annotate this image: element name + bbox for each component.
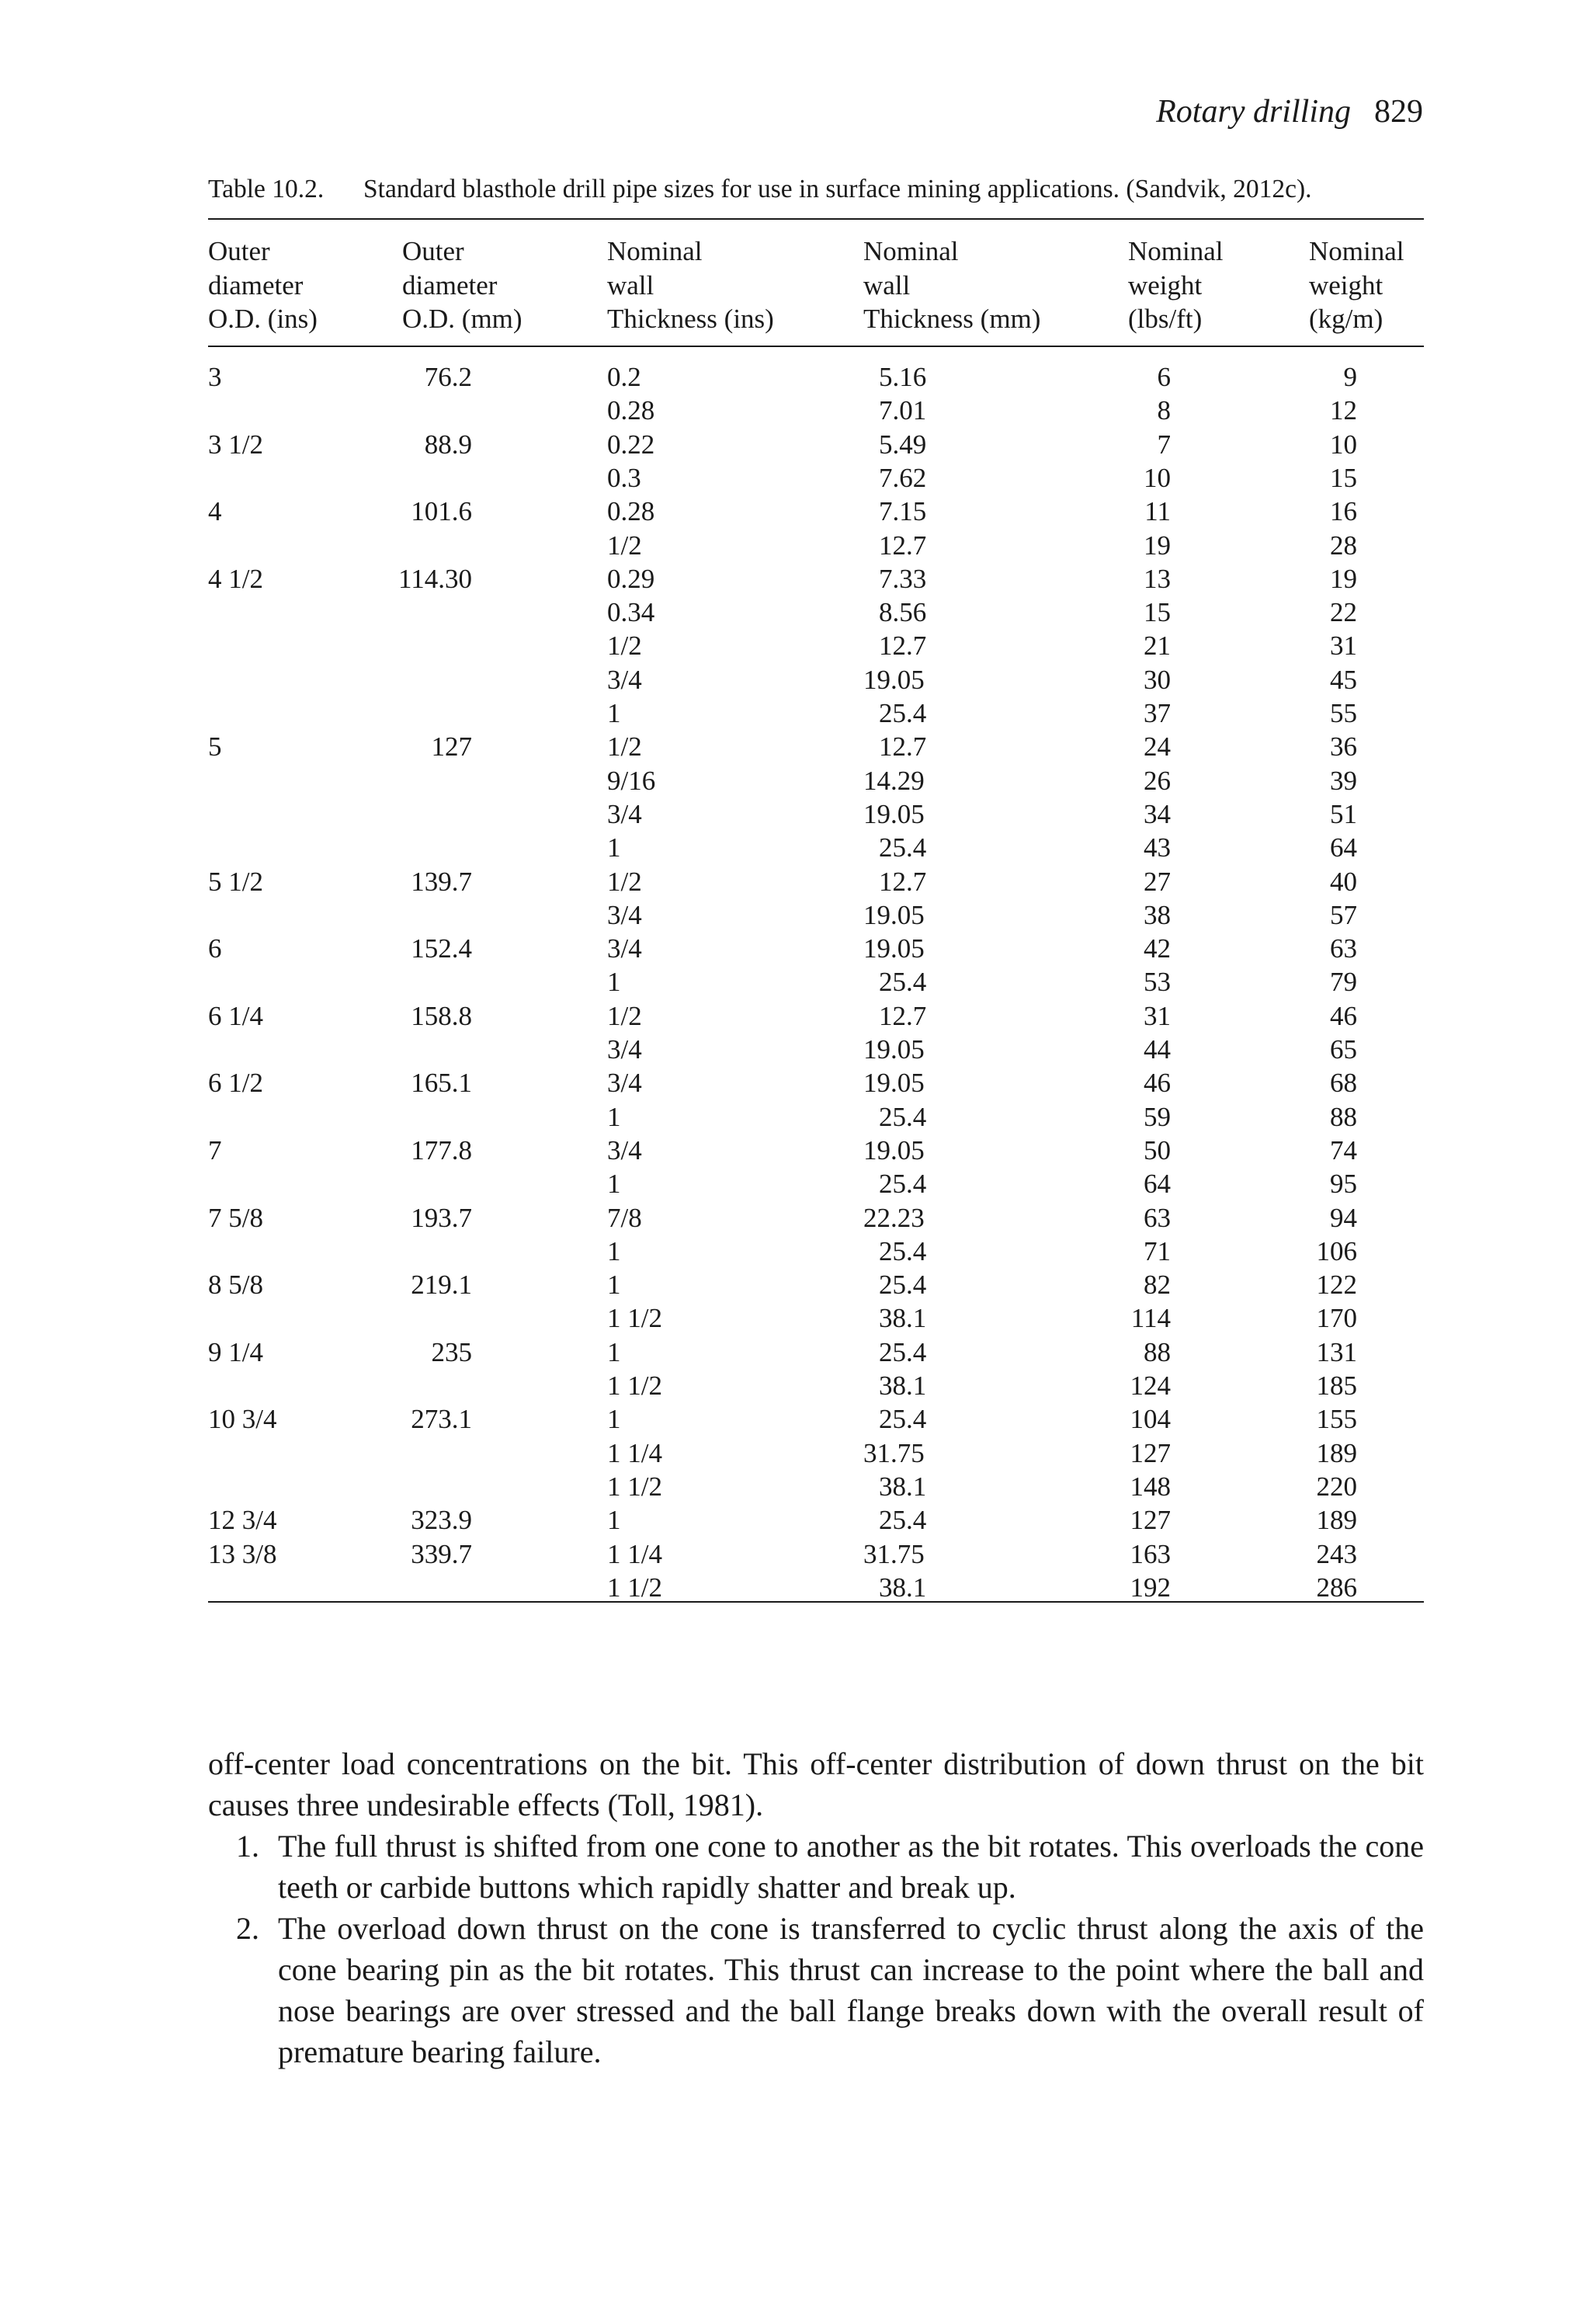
table-cell: 1 1/2 — [607, 1370, 662, 1401]
table-cell: 1 — [607, 832, 621, 863]
table-cell: 22 — [1330, 597, 1357, 628]
table-cell: 1/2 — [607, 866, 642, 897]
table-cell: 3 — [208, 362, 222, 392]
table-cell: 31.75 — [863, 1437, 925, 1468]
table-cell: 25.4 — [879, 1505, 927, 1536]
table-cell: 34 — [1144, 798, 1171, 829]
table-cell: 25.4 — [879, 698, 927, 728]
table-cell: 88.9 — [424, 429, 472, 460]
column-header — [402, 234, 522, 336]
table-cell: 44 — [1144, 1034, 1171, 1065]
table-cell: 51 — [1330, 798, 1357, 829]
table-cell: 0.34 — [607, 597, 655, 628]
table-cell: 1 — [607, 967, 621, 998]
table-cell: 25.4 — [879, 1169, 927, 1200]
table-cell: 95 — [1330, 1169, 1357, 1200]
table-cell: 3/4 — [607, 664, 642, 695]
table-cell: 31 — [1330, 631, 1357, 662]
table-cell: 57 — [1330, 899, 1357, 930]
table-cell: 10 — [1144, 462, 1171, 493]
table-cell: 4 — [208, 496, 222, 527]
table-cell: 25.4 — [879, 967, 927, 998]
table-cell: 7 5/8 — [208, 1202, 263, 1233]
table-cell: 8 5/8 — [208, 1270, 263, 1301]
body-paragraph: off-center load concentrations on the bit. This off-center distribution of down thrust on the bit causes three undesirable effects (Toll, 1981). — [208, 1746, 1424, 1822]
table-cell: 12 — [1330, 395, 1357, 426]
table-caption-text: Standard blasthole drill pipe sizes for use in surface mining applications. (Sandvik, 2012c). — [363, 175, 1312, 203]
table-cell: 42 — [1144, 933, 1171, 964]
table-cell: 31.75 — [863, 1538, 925, 1569]
table-cell: 13 3/8 — [208, 1538, 277, 1569]
table-cell: 1 — [607, 1404, 621, 1435]
table-cell: 1 — [607, 1505, 621, 1536]
table-cell: 5.16 — [879, 362, 927, 392]
table-cell: 40 — [1330, 866, 1357, 897]
column-header — [607, 234, 774, 336]
column-header-line: (lbs/ft) — [1128, 304, 1203, 334]
page-number: 829 — [1374, 94, 1423, 130]
table-cell: 339.7 — [411, 1538, 472, 1569]
table-cell: 19 — [1330, 563, 1357, 594]
table-cell: 192 — [1130, 1572, 1171, 1603]
table-cell: 68 — [1330, 1068, 1357, 1099]
list-number: 2. — [236, 1911, 259, 1946]
table-cell: 71 — [1144, 1235, 1171, 1266]
table-cell: 45 — [1330, 664, 1357, 695]
table-cell: 88 — [1330, 1101, 1357, 1132]
list-text: The overload down thrust on the cone is transferred to cyclic thrust along the axis of the cone bearing pin as the bit rotates. This thrust can increase to the point where the ball and nose bearings are over stressed and the ball flange breaks down with the overall result of premature bearing failure. — [278, 1911, 1424, 2069]
table-cell: 8.56 — [879, 597, 927, 628]
table-cell: 1 — [607, 698, 621, 728]
table-cell: 7 — [208, 1134, 222, 1165]
column-header-line: Nominal — [607, 236, 703, 266]
table-cell: 64 — [1330, 832, 1357, 863]
table-cell: 65 — [1330, 1034, 1357, 1065]
table-cell: 243 — [1316, 1538, 1357, 1569]
table-cell: 0.29 — [607, 563, 655, 594]
table-cell: 7.15 — [879, 496, 927, 527]
table-cell: 39 — [1330, 765, 1357, 796]
table-cell: 189 — [1316, 1437, 1357, 1468]
table-cell: 1/2 — [607, 731, 642, 763]
table-cell: 6 1/4 — [208, 1000, 263, 1031]
table-cell: 12.7 — [879, 530, 927, 561]
running-header — [1156, 92, 1423, 132]
table-cell: 11 — [1144, 496, 1171, 527]
table-cell: 37 — [1144, 698, 1171, 728]
column-header-line: O.D. (ins) — [208, 304, 318, 334]
table-cell: 53 — [1144, 967, 1171, 998]
column-header-line: diameter — [402, 269, 498, 300]
table-cell: 8 — [1157, 395, 1171, 426]
table-cell: 220 — [1316, 1471, 1357, 1502]
table-cell: 177.8 — [411, 1134, 472, 1165]
effects-list — [208, 1826, 1424, 2072]
table-cell: 6 — [208, 933, 222, 964]
column-header-line: Nominal — [863, 236, 959, 266]
table-cell: 63 — [1144, 1202, 1171, 1233]
table-cell: 1 1/2 — [607, 1572, 662, 1603]
table-cell: 36 — [1330, 731, 1357, 763]
table-cell: 5 — [208, 731, 222, 763]
table-cell: 3/4 — [607, 933, 642, 964]
column-header-line: (kg/m) — [1309, 304, 1383, 334]
table-cell: 27 — [1144, 866, 1171, 897]
table-cell: 127 — [1130, 1437, 1171, 1468]
table-cell: 25.4 — [879, 1336, 927, 1367]
table-cell: 12.7 — [879, 731, 927, 763]
table-cell: 31 — [1144, 1000, 1171, 1031]
list-item — [208, 1908, 1424, 2072]
table-cell: 25.4 — [879, 1101, 927, 1132]
table-cell: 1 — [607, 1235, 621, 1266]
table-cell: 43 — [1144, 832, 1171, 863]
table-cell: 3/4 — [607, 798, 642, 829]
table-cell: 82 — [1144, 1270, 1171, 1301]
table-cell: 10 — [1330, 429, 1357, 460]
column-header-line: Thickness (ins) — [607, 304, 774, 334]
table-cell: 155 — [1316, 1404, 1357, 1435]
table-cell: 148 — [1130, 1471, 1171, 1502]
table-header-rule — [208, 346, 1424, 347]
table-cell: 114 — [1130, 1303, 1171, 1334]
table-cell: 21 — [1144, 631, 1171, 662]
column-header-line: Outer — [402, 236, 464, 266]
table-cell: 88 — [1144, 1336, 1171, 1367]
table-cell: 25.4 — [879, 832, 927, 863]
list-text: The full thrust is shifted from one cone to another as the bit rotates. This overloads the cone teeth or carbide buttons which rapidly shatter and break up. — [278, 1829, 1424, 1905]
column-header-line: O.D. (mm) — [402, 304, 522, 334]
list-number: 1. — [236, 1829, 259, 1864]
table-cell: 131 — [1316, 1336, 1357, 1367]
table-cell: 7 — [1157, 429, 1171, 460]
table-cell: 3/4 — [607, 1134, 642, 1165]
table-cell: 14.29 — [863, 765, 925, 796]
table-cell: 1 1/2 — [607, 1471, 662, 1502]
table-cell: 64 — [1144, 1169, 1171, 1200]
table-cell: 3/4 — [607, 899, 642, 930]
table-cell: 7/8 — [607, 1202, 642, 1233]
column-header-line: wall — [607, 269, 654, 300]
table-cell: 152.4 — [411, 933, 472, 964]
table-cell: 79 — [1330, 967, 1357, 998]
table-cell: 19.05 — [863, 933, 925, 964]
table-cell: 25.4 — [879, 1235, 927, 1266]
table-cell: 170 — [1316, 1303, 1357, 1334]
table-cell: 101.6 — [411, 496, 472, 527]
table-cell: 163 — [1130, 1538, 1171, 1569]
table-caption — [208, 171, 1424, 208]
table-cell: 235 — [431, 1336, 472, 1367]
table-cell: 38.1 — [879, 1303, 927, 1334]
table-cell: 59 — [1144, 1101, 1171, 1132]
table-cell: 12.7 — [879, 1000, 927, 1031]
column-header-line: wall — [863, 269, 911, 300]
table-cell: 1 1/4 — [607, 1437, 662, 1468]
table-cell: 165.1 — [411, 1068, 472, 1099]
table-cell: 7.01 — [879, 395, 927, 426]
table-cell: 15 — [1144, 597, 1171, 628]
table-cell: 1 — [607, 1270, 621, 1301]
table-cell: 0.3 — [607, 462, 641, 493]
column-header-line: Outer — [208, 236, 270, 266]
table-cell: 1 1/2 — [607, 1303, 662, 1334]
table-cell: 1/2 — [607, 530, 642, 561]
table-cell: 50 — [1144, 1134, 1171, 1165]
table-cell: 7.62 — [879, 462, 927, 493]
table-cell: 9 — [1343, 362, 1357, 392]
table-cell: 28 — [1330, 530, 1357, 561]
column-header — [1128, 234, 1223, 336]
table-cell: 5 1/2 — [208, 866, 263, 897]
column-header — [208, 234, 318, 336]
table-cell: 139.7 — [411, 866, 472, 897]
table-cell: 38 — [1144, 899, 1171, 930]
table-cell: 3/4 — [607, 1034, 642, 1065]
table-cell: 127 — [431, 731, 472, 763]
table-cell: 19.05 — [863, 1034, 925, 1065]
column-header — [1309, 234, 1404, 336]
table-cell: 1/2 — [607, 631, 642, 662]
table-cell: 219.1 — [411, 1270, 472, 1301]
table-cell: 122 — [1316, 1270, 1357, 1301]
table-cell: 0.2 — [607, 362, 641, 392]
table-cell: 46 — [1144, 1068, 1171, 1099]
table-cell: 38.1 — [879, 1471, 927, 1502]
column-header-line: Thickness (mm) — [863, 304, 1041, 334]
table-cell: 124 — [1130, 1370, 1171, 1401]
table-cell: 19.05 — [863, 664, 925, 695]
table-cell: 24 — [1144, 731, 1171, 763]
table-cell: 12.7 — [879, 631, 927, 662]
table-cell: 19.05 — [863, 1068, 925, 1099]
table-cell: 46 — [1330, 1000, 1357, 1031]
table-cell: 3 1/2 — [208, 429, 263, 460]
running-title: Rotary drilling — [1156, 94, 1351, 130]
table-cell: 114.30 — [398, 563, 472, 594]
table-cell: 1 — [607, 1169, 621, 1200]
table-cell: 10 3/4 — [208, 1404, 277, 1435]
table-cell: 1/2 — [607, 1000, 642, 1031]
table-cell: 273.1 — [411, 1404, 472, 1435]
table-cell: 6 1/2 — [208, 1068, 263, 1099]
table-cell: 127 — [1130, 1505, 1171, 1536]
table-cell: 25.4 — [879, 1404, 927, 1435]
table-cell: 5.49 — [879, 429, 927, 460]
table-cell: 1 1/4 — [607, 1538, 662, 1569]
table-cell: 193.7 — [411, 1202, 472, 1233]
column-header-line: diameter — [208, 269, 304, 300]
table-cell: 76.2 — [424, 362, 472, 392]
body-text — [208, 1743, 1424, 2072]
table-cell: 13 — [1144, 563, 1171, 594]
table-cell: 19.05 — [863, 798, 925, 829]
table-cell: 0.22 — [607, 429, 655, 460]
table-cell: 7.33 — [879, 563, 927, 594]
table-cell: 4 1/2 — [208, 563, 263, 594]
table-cell: 0.28 — [607, 395, 655, 426]
table-cell: 9 1/4 — [208, 1336, 263, 1367]
list-item — [208, 1826, 1424, 1908]
table-cell: 22.23 — [863, 1202, 925, 1233]
table-cell: 158.8 — [411, 1000, 472, 1031]
table-cell: 30 — [1144, 664, 1171, 695]
table-cell: 1 — [607, 1101, 621, 1132]
table-cell: 19.05 — [863, 899, 925, 930]
table-cell: 189 — [1316, 1505, 1357, 1536]
table-cell: 12 3/4 — [208, 1505, 277, 1536]
column-header — [863, 234, 1040, 336]
table-cell: 38.1 — [879, 1572, 927, 1603]
table-cell: 19 — [1144, 530, 1171, 561]
column-header-line: weight — [1128, 269, 1203, 300]
table-cell: 26 — [1144, 765, 1171, 796]
table-cell: 15 — [1330, 462, 1357, 493]
table-cell: 104 — [1130, 1404, 1171, 1435]
table-cell: 106 — [1316, 1235, 1357, 1266]
table-top-rule — [208, 218, 1424, 220]
table-cell: 94 — [1330, 1202, 1357, 1233]
table-cell: 0.28 — [607, 496, 655, 527]
table-cell: 63 — [1330, 933, 1357, 964]
table-cell: 19.05 — [863, 1134, 925, 1165]
table-cell: 1 — [607, 1336, 621, 1367]
table-cell: 286 — [1316, 1572, 1357, 1603]
table-label: Table 10.2. — [208, 175, 325, 203]
column-header-line: Nominal — [1309, 236, 1404, 266]
table-cell: 55 — [1330, 698, 1357, 728]
table-cell: 185 — [1316, 1370, 1357, 1401]
table-cell: 6 — [1157, 362, 1171, 392]
table-cell: 74 — [1330, 1134, 1357, 1165]
table-cell: 3/4 — [607, 1068, 642, 1099]
table-cell: 12.7 — [879, 866, 927, 897]
table-cell: 16 — [1330, 496, 1357, 527]
table-cell: 25.4 — [879, 1270, 927, 1301]
table-cell: 9/16 — [607, 765, 656, 796]
column-header-line: weight — [1309, 269, 1383, 300]
table-cell: 323.9 — [411, 1505, 472, 1536]
table-cell: 38.1 — [879, 1370, 927, 1401]
column-header-line: Nominal — [1128, 236, 1224, 266]
